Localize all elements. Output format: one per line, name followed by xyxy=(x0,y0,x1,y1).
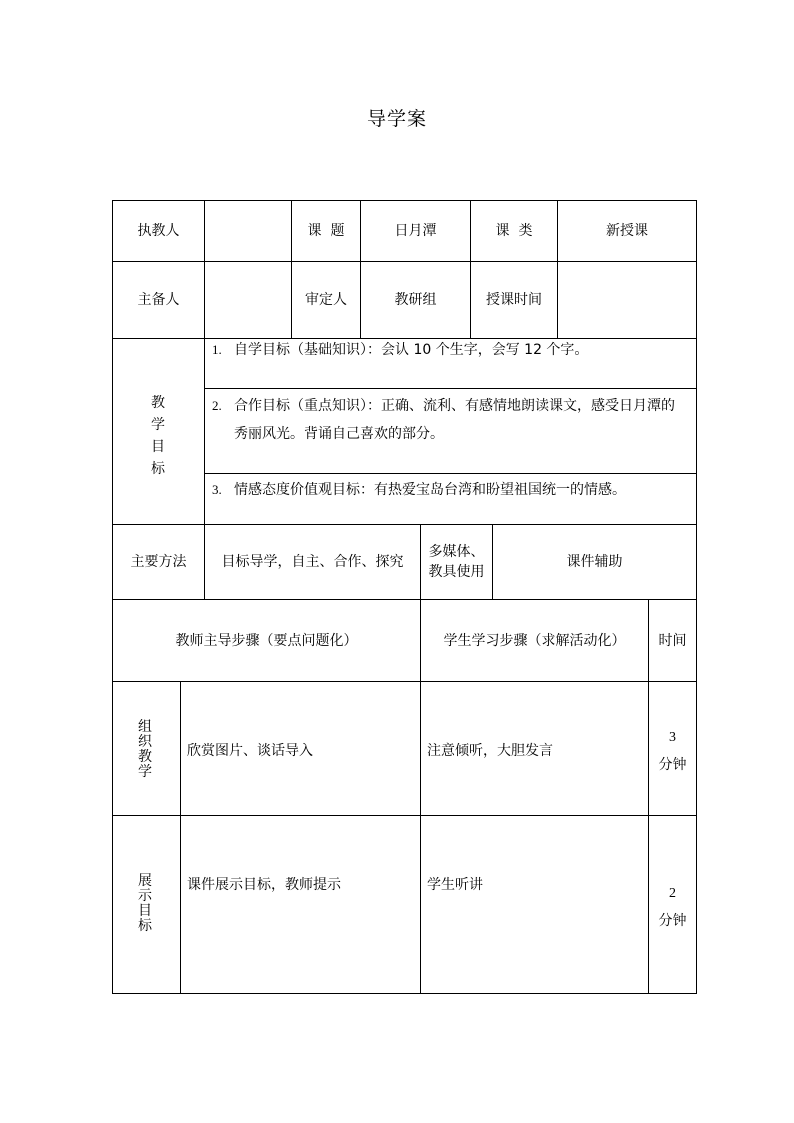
preparer-label: 主备人 xyxy=(137,292,180,308)
time-value xyxy=(558,262,696,338)
reviewer-value: 教研组 xyxy=(394,292,437,308)
page-title: 导学案 xyxy=(366,108,427,130)
step-phase-show-goals: 展 示 目 标 xyxy=(138,873,152,934)
step-teacher-1: 欣赏图片、谈话导入 xyxy=(187,743,313,759)
step-student-2: 学生听讲 xyxy=(427,877,483,893)
step-phase-organize: 组 织 教 学 xyxy=(138,719,152,780)
preparer-value xyxy=(205,262,291,338)
topic-value: 日月潭 xyxy=(394,223,437,239)
media-value: 课件辅助 xyxy=(566,554,623,570)
type-label: 课 类 xyxy=(495,223,533,239)
step-time-unit-2: 分钟 xyxy=(658,913,687,929)
reviewer-label: 审定人 xyxy=(305,292,347,308)
student-steps-header: 学生学习步骤（求解活动化） xyxy=(443,632,626,649)
step-student-1: 注意倾听，大胆发言 xyxy=(427,743,553,759)
goal-item-1: 1. 自学目标（基础知识）：会认 10 个生字，会写 12 个字。 xyxy=(212,342,589,358)
time-header: 时间 xyxy=(658,632,687,649)
type-value: 新授课 xyxy=(606,223,648,239)
step-time-unit-1: 分钟 xyxy=(658,757,687,773)
time-label: 授课时间 xyxy=(486,292,542,308)
step-teacher-2: 课件展示目标，教师提示 xyxy=(187,877,341,893)
goal-item-3: 3. 情感态度价值观目标：有热爱宝岛台湾和盼望祖国统一的情感。 xyxy=(212,482,626,498)
step-time-num-1: 3 xyxy=(669,730,676,745)
teacher-steps-header: 教师主导步骤（要点问题化） xyxy=(175,632,358,649)
goal-item-2: 2. 合作目标（重点知识）：正确、流利、有感情地朗读课文，感受日月潭的 秀丽风光。背诵自己喜欢的部分。 xyxy=(212,398,675,442)
teacher-label: 执教人 xyxy=(137,223,180,239)
topic-label: 课 题 xyxy=(307,223,345,239)
teacher-value xyxy=(205,201,291,261)
methods-value: 目标导学，自主、合作、探究 xyxy=(221,554,404,570)
goals-label: 教 学 目 标 xyxy=(151,395,165,477)
media-label: 多媒体、 教具使用 xyxy=(428,544,485,580)
step-time-num-2: 2 xyxy=(669,886,676,901)
methods-label: 主要方法 xyxy=(130,554,187,570)
